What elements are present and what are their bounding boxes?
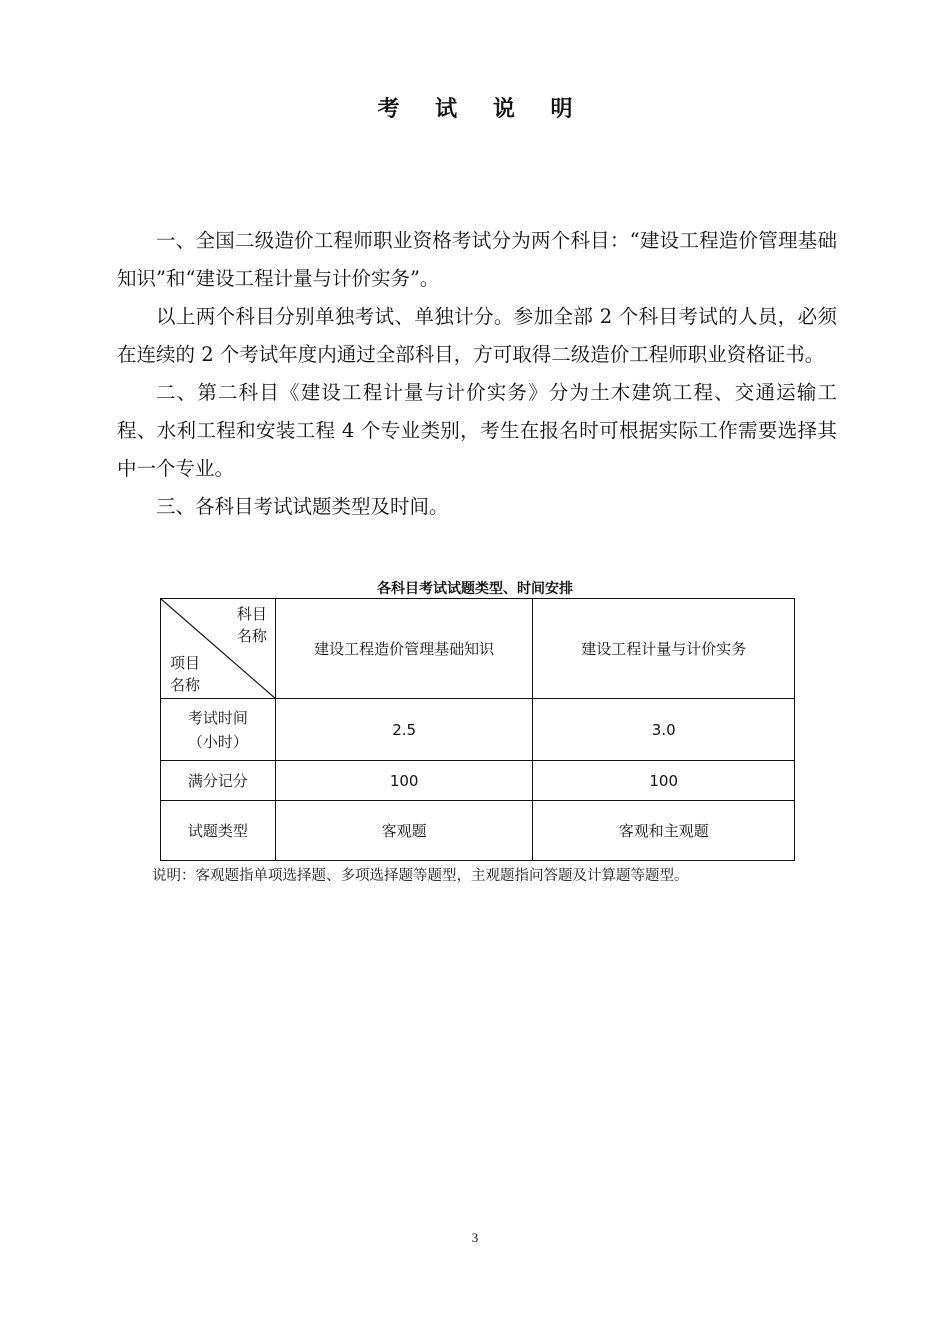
table-cell: 100 [275, 761, 533, 801]
table-row [161, 761, 795, 801]
exam-schedule-table [160, 598, 795, 861]
corner-item-label: 项目 名称 [170, 654, 201, 694]
corner-header-cell [161, 599, 276, 699]
table-cell: 客观题 [275, 801, 533, 861]
corner-subject-label: 科目 名称 [236, 605, 267, 645]
table-note: 说明：客观题指单项选择题、多项选择题等题型，主观题指问答题及计算题等题型。 [152, 868, 689, 884]
row-label-question-type: 试题类型 [161, 801, 276, 861]
paragraph-subjects: 一、全国二级造价工程师职业资格考试分为两个科目：“建设工程造价管理基础知识”和“建设工程计量与计价实务”。 [117, 229, 837, 290]
table-cell: 2.5 [275, 699, 533, 761]
table-cell: 100 [533, 761, 795, 801]
table-row [161, 699, 795, 761]
row-label-full-score: 满分记分 [161, 761, 276, 801]
table-row [161, 801, 795, 861]
column-header-basics: 建设工程造价管理基础知识 [275, 599, 533, 699]
table-cell: 客观和主观题 [533, 801, 795, 861]
table-header-row [161, 599, 795, 699]
table-caption: 各科目考试试题类型、时间安排 [377, 581, 573, 597]
paragraph-scoring: 以上两个科目分别单独考试、单独计分。参加全部 2 个科目考试的人员，必须在连续的 2 个考试年度内通过全部科目，方可取得二级造价工程师职业资格证书。 [117, 305, 837, 366]
table-cell: 3.0 [533, 699, 795, 761]
body-text [117, 222, 837, 526]
paragraph-question-types: 三、各科目考试试题类型及时间。 [156, 495, 449, 518]
page-title: 考 试 说 明 [377, 97, 587, 122]
page-number: 3 [471, 1230, 479, 1245]
row-label-exam-time: 考试时间 （小时） [161, 699, 276, 761]
paragraph-specialties: 二、第二科目《建设工程计量与计价实务》分为土木建筑工程、交通运输工程、水利工程和安装工程 4 个专业类别，考生在报名时可根据实际工作需要选择其中一个专业。 [117, 381, 837, 480]
column-header-practice: 建设工程计量与计价实务 [533, 599, 795, 699]
